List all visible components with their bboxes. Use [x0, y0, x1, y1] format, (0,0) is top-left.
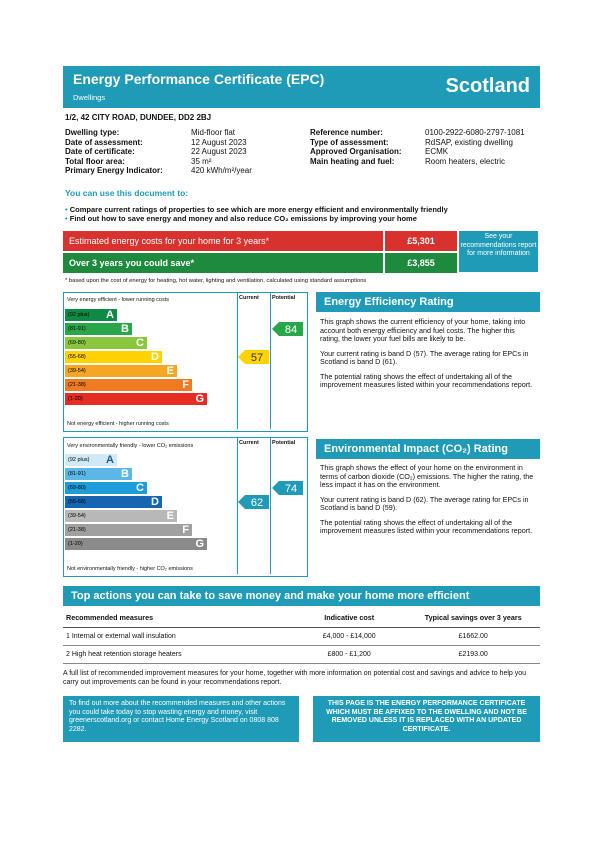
region-label: Scotland [445, 75, 530, 97]
panel-paragraph: The potential rating shows the effect of undertaking all of the improvement measures listed within your recommendations report. [320, 371, 533, 389]
use-heading: You can use this document to: [65, 188, 189, 198]
rating-band-g [65, 538, 207, 550]
table-header: Typical savings over 3 years [406, 608, 540, 628]
bullet-item: • Compare current ratings of properties to see which are more energy efficient and environmentally friendly [65, 205, 448, 214]
rating-band-f [65, 524, 192, 536]
save-value: £3,855 [385, 253, 457, 273]
current-rating-arrow [238, 495, 269, 509]
detail-label: Reference number: [310, 128, 383, 137]
detail-value: ECMK [425, 147, 449, 156]
more-info-box: To find out more about the recommended measures and other actions you could take today to stop wasting energy and money, visit greenerscotland.org or contact Home Energy Scotland on 0808 808 2282. [63, 696, 299, 742]
table-cell: 2 High heat retention storage heaters [63, 646, 292, 664]
band-letter: E [166, 510, 174, 522]
col-current-label: Current [239, 440, 259, 446]
details-left [65, 128, 305, 176]
panel-paragraph: Your current rating is band D (62). The average rating for EPCs in Scotland is band D (59). [320, 494, 529, 512]
detail-label: Type of assessment: [310, 137, 389, 147]
band-letter: C [136, 482, 144, 494]
detail-label: Dwelling type: [65, 128, 120, 137]
page-subtitle: Dwellings [73, 93, 106, 102]
band-range: (55-68) [68, 354, 86, 360]
rating-band-a [65, 454, 117, 466]
svg-text:84: 84 [284, 324, 298, 336]
rating-arrow-shape [272, 481, 303, 495]
detail-row [310, 147, 545, 157]
band-letter: F [182, 524, 189, 536]
band-letter: E [166, 365, 174, 377]
impact-panel [316, 439, 540, 536]
rating-band-g [65, 393, 207, 405]
detail-value: Mid-floor flat [191, 128, 236, 137]
band-range: (1-20) [68, 541, 83, 547]
band-letter: A [106, 309, 114, 321]
usage-bullets [65, 205, 540, 223]
band-letter: A [106, 454, 114, 466]
band-letter: C [136, 337, 144, 349]
table-cell: £4,000 - £14,000 [292, 628, 406, 646]
band-letter: G [195, 538, 204, 550]
table-cell: £2193.00 [406, 646, 540, 664]
rating-arrow-shape [238, 495, 269, 509]
efficiency-panel [316, 292, 540, 390]
detail-row [310, 128, 545, 138]
detail-label: Main heating and fuel: [310, 156, 395, 166]
band-range: (69-80) [68, 340, 86, 346]
detail-row [310, 138, 545, 148]
band-range: (92 plus) [68, 312, 90, 318]
svg-text:62: 62 [250, 497, 264, 509]
cost-footnote: * based upon the cost of energy for heating, hot water, lighting and ventilation, calculated using standard assumptions [65, 278, 367, 284]
impact-graph [63, 437, 308, 577]
panel-paragraph: The potential rating shows the effect of undertaking all of the improvement measures listed within your recommendations report. [320, 517, 533, 535]
band-range: (39-54) [68, 513, 86, 519]
detail-label: Approved Organisation: [310, 147, 402, 156]
detail-label: Date of certificate: [65, 147, 135, 156]
actions-table [63, 608, 540, 664]
panel-paragraph: This graph shows the effect of your home on the environment in terms of carbon dioxide (CO₂) emissions. The higher the rating, the less impact it has on the environment. [320, 463, 534, 489]
table-header-row [63, 608, 540, 628]
rating-band-f [65, 379, 192, 391]
potential-rating-arrow [272, 322, 303, 336]
save-label: Over 3 years you could save* [63, 253, 383, 273]
band-letter: B [121, 323, 129, 335]
band-range: (92 plus) [68, 457, 90, 463]
graph-top-caption: Very energy efficient - lower running costs [67, 297, 170, 303]
band-letter: D [151, 351, 159, 363]
table-row [63, 646, 540, 664]
bullet-text: Find out how to save energy and money and also reduce CO₂ emissions by improving your home [69, 214, 417, 223]
table-cell: £1662.00 [406, 628, 540, 646]
graph-bottom-caption: Not energy efficient - higher running costs [67, 421, 169, 427]
rating-band-c [65, 337, 147, 349]
band-range: (21-38) [68, 527, 86, 533]
actions-note: A full list of recommended improvement measures for your home, together with more information on potential cost and savings and advice to help you carry out improvements can be found in your recommendations report. [63, 670, 527, 686]
graph-top-caption: Very environmentally friendly - lower CO₂ emissions [67, 443, 194, 449]
detail-value: RdSAP, existing dwelling [425, 137, 513, 147]
band-letter: G [195, 393, 204, 405]
detail-label: Date of assessment: [65, 137, 143, 147]
rating-band-c [65, 482, 147, 494]
rating-band-a [65, 309, 117, 321]
detail-value: 0100-2922-6080-2797-1081 [425, 128, 525, 137]
rating-band-e [65, 365, 177, 377]
rating-arrow-shape [238, 350, 269, 364]
band-letter: B [121, 468, 129, 480]
see-recommendations-note: See your recommendations report for more information [459, 231, 538, 272]
bullet-item: • Find out how to save energy and money and also reduce CO₂ emissions by improving your home [65, 214, 417, 223]
detail-row [65, 166, 305, 176]
band-range: (69-80) [68, 485, 86, 491]
detail-value: 12 August 2023 [191, 137, 247, 147]
col-current-label: Current [239, 295, 259, 301]
col-potential-label: Potential [272, 440, 296, 446]
detail-row [310, 157, 545, 167]
band-letter: F [182, 379, 189, 391]
detail-row [65, 128, 305, 138]
band-range: (21-38) [68, 382, 86, 388]
band-range: (39-54) [68, 368, 86, 374]
detail-row [65, 157, 305, 167]
current-rating-arrow [238, 350, 269, 364]
detail-value: Room heaters, electric [425, 156, 506, 166]
panel-paragraph: Your current rating is band D (57). The average rating for EPCs in Scotland is band D (61). [320, 348, 529, 366]
graph-bottom-caption: Not environmentally friendly - higher CO₂ emissions [67, 566, 193, 572]
table-cell: 1 Internal or external wall insulation [63, 628, 292, 646]
actions-title: Top actions you can take to save money and make your home more efficient [63, 586, 540, 606]
detail-label: Primary Energy Indicator: [65, 166, 163, 175]
impact-panel-title: Environmental Impact (CO₂) Rating [316, 439, 540, 459]
rating-band-e [65, 510, 177, 522]
bullet-text: Compare current ratings of properties to see which are more energy efficient and environmentally friendly [69, 205, 448, 214]
rating-band-d [65, 496, 162, 508]
svg-text:74: 74 [284, 483, 298, 495]
table-header: Indicative cost [292, 608, 406, 628]
detail-label: Total floor area: [65, 156, 125, 166]
table-cell: £800 - £1,200 [292, 646, 406, 664]
panel-paragraph: This graph shows the current efficiency of your home, taking into account both energy efficiency and fuel costs. The higher this rating, the lower your fuel bills are likely to be. [320, 317, 526, 343]
table-row [63, 628, 540, 646]
band-range: (1-20) [68, 396, 83, 402]
page-title: Energy Performance Certificate (EPC) [73, 71, 325, 87]
property-address: 1/2, 42 CITY ROAD, DUNDEE, DD2 2BJ [65, 113, 212, 122]
estimated-cost-value: £5,301 [385, 231, 457, 251]
efficiency-graph [63, 292, 308, 432]
epc-header-banner [63, 66, 540, 108]
detail-row [65, 147, 305, 157]
details-right [310, 128, 545, 166]
detail-row [65, 138, 305, 148]
detail-value: 35 m² [191, 156, 212, 166]
svg-text:57: 57 [250, 352, 264, 364]
rating-band-d [65, 351, 162, 363]
rating-band-b [65, 323, 132, 335]
estimated-cost-label: Estimated energy costs for your home for 3 years* [63, 231, 383, 251]
band-range: (81-91) [68, 326, 86, 332]
detail-value: 22 August 2023 [191, 147, 247, 156]
detail-value: 420 kWh/m²/year [191, 166, 252, 175]
potential-rating-arrow [272, 481, 303, 495]
band-range: (81-91) [68, 471, 86, 477]
rating-band-b [65, 468, 132, 480]
rating-arrow-shape [272, 322, 303, 336]
band-letter: D [151, 496, 159, 508]
efficiency-panel-title: Energy Efficiency Rating [316, 292, 540, 312]
col-potential-label: Potential [272, 295, 296, 301]
table-header: Recommended measures [63, 608, 292, 628]
affix-notice-box: THIS PAGE IS THE ENERGY PERFORMANCE CERTIFICATE WHICH MUST BE AFFIXED TO THE DWELLING AND NOT BE REMOVED UNLESS IT IS REPLACED WITH AN UPDATED CERTIFICATE. [313, 696, 540, 742]
band-range: (55-68) [68, 499, 86, 505]
